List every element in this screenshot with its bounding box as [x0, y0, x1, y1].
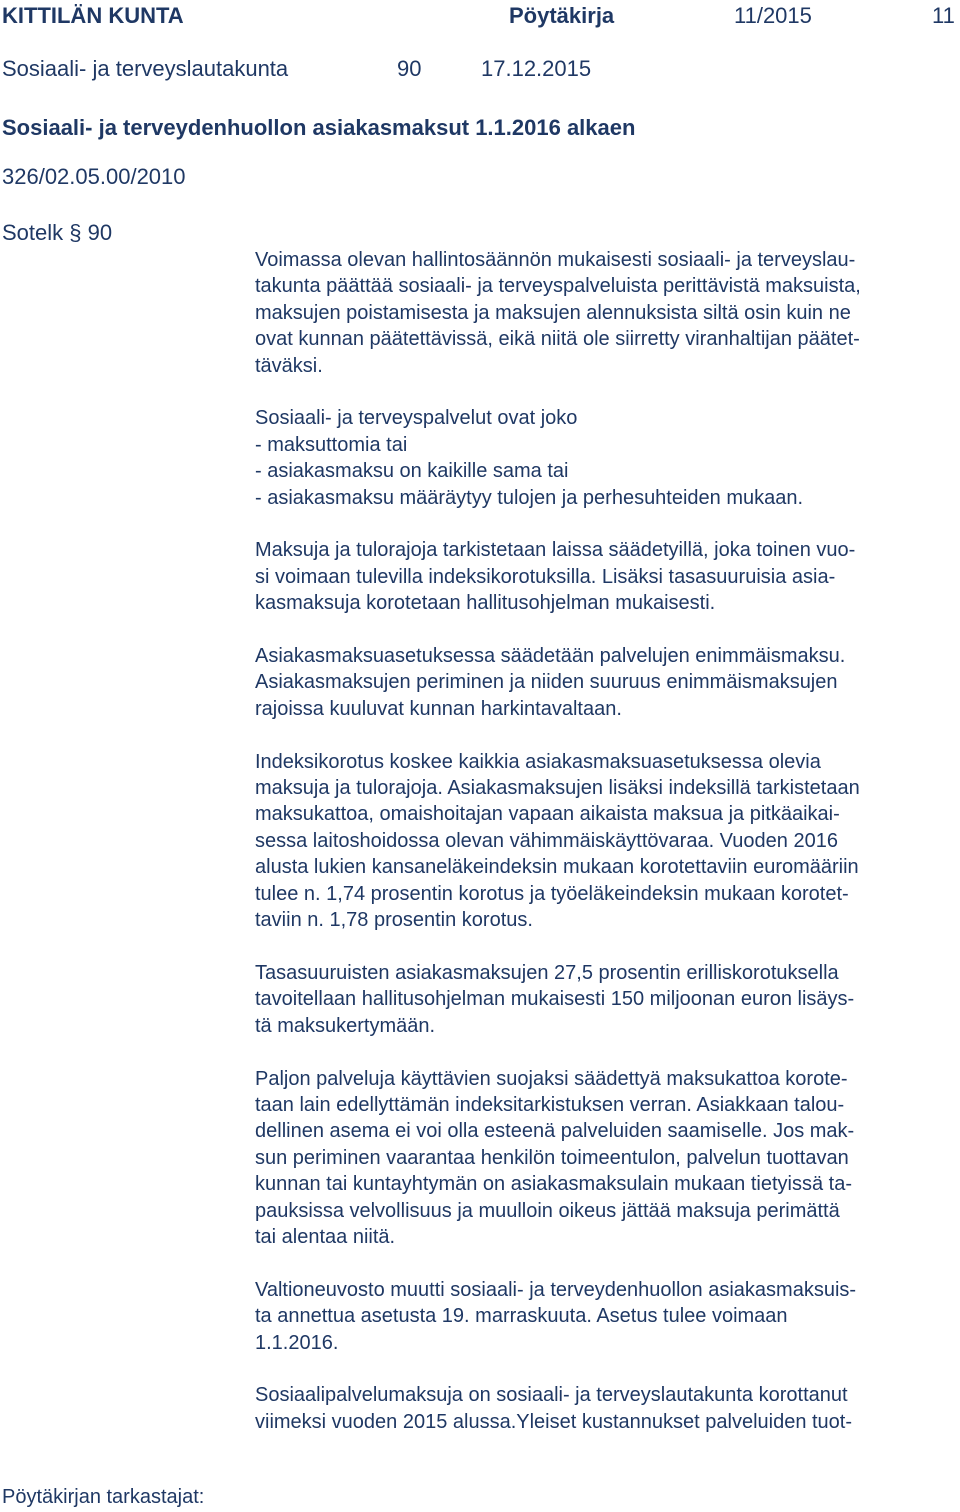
- text-line: sessa laitoshoidossa olevan vähimmäiskäyttövaraa. Vuoden 2016: [255, 829, 838, 852]
- document-type: Pöytäkirja: [509, 3, 615, 28]
- text-line: Paljon palveluja käyttävien suojaksi säädettyä maksukattoa korote-: [255, 1067, 848, 1090]
- text-line: Sosiaalipalvelumaksuja on sosiaali- ja terveyslautakunta korottanut: [255, 1384, 848, 1407]
- text-line: rajoissa kuuluvat kunnan harkintavaltaan.: [255, 697, 622, 720]
- text-line: taviin n. 1,78 prosentin korotus.: [255, 909, 533, 932]
- text-line: Valtioneuvosto muutti sosiaali- ja terveydenhuollon asiakasmaksuis-: [255, 1278, 857, 1301]
- document-number: 11/2015: [734, 3, 812, 28]
- text-line: kunnan tai kuntayhtymän on asiakasmaksulain mukaan tietyissä ta-: [255, 1173, 852, 1196]
- text-line: takunta päättää sosiaali- ja terveyspalveluista perittävistä maksuista,: [255, 275, 861, 298]
- text-line: tulee n. 1,74 prosentin korotus ja työeläkeindeksin mukaan korotet-: [255, 882, 849, 905]
- text-line: alusta lukien kansaneläkeindeksin mukaan korotettaviin euromääriin: [255, 856, 859, 879]
- section-reference: Sotelk § 90: [2, 220, 113, 245]
- text-line: Sosiaali- ja terveyspalvelut ovat joko: [255, 407, 578, 430]
- text-line: Voimassa olevan hallintosäännön mukaisesti sosiaali- ja terveyslau-: [255, 249, 856, 271]
- text-line: Indeksikorotus koskee kaikkia asiakasmaksuasetuksessa olevia: [255, 750, 821, 773]
- paragraph: [255, 247, 955, 379]
- text-line: - asiakasmaksu on kaikille sama tai: [255, 460, 569, 483]
- text-line: ta annettua asetusta 19. marraskuuta. Asetus tulee voimaan: [255, 1305, 788, 1328]
- text-line: kasmaksuja korotetaan hallitusohjelman mukaisesti.: [255, 592, 716, 615]
- body-text: [255, 247, 955, 1462]
- text-line: 1.1.2016.: [255, 1331, 339, 1354]
- text-line: Asiakasmaksuasetuksessa säädetään palvelujen enimmäismaksu.: [255, 645, 846, 668]
- text-line: tavoitellaan hallitusohjelman mukaisesti 150 miljoonan euron lisäys-: [255, 988, 855, 1011]
- text-line: - asiakasmaksu määräytyy tulojen ja perhesuhteiden mukaan.: [255, 486, 804, 509]
- paragraph: [255, 1277, 955, 1356]
- board-name: Sosiaali- ja terveyslautakunta: [2, 56, 289, 81]
- page-title: Sosiaali- ja terveydenhuollon asiakasmaksut 1.1.2016 alkaen: [2, 115, 636, 140]
- diary-number: 326/02.05.00/2010: [2, 164, 186, 189]
- text-line: taan lain edellyttämän indeksitarkistuksen verran. Asiakkaan talou-: [255, 1093, 845, 1116]
- meeting-date: 17.12.2015: [481, 56, 592, 81]
- paragraph: [255, 405, 955, 511]
- text-line: tä maksukertymään.: [255, 1014, 436, 1037]
- page-number: 11: [932, 3, 955, 28]
- text-line: sun periminen vaarantaa henkilön toimeentulon, palvelun tuottavan: [255, 1146, 849, 1169]
- paragraph: [255, 1382, 955, 1435]
- paragraph: [255, 537, 955, 616]
- text-line: si voimaan tulevilla indeksikorotuksilla. Lisäksi tasasuuruisia asia-: [255, 565, 836, 588]
- text-line: - maksuttomia tai: [255, 433, 408, 456]
- text-line: täväksi.: [255, 354, 323, 377]
- text-line: maksuja ja tulorajoja. Asiakasmaksujen lisäksi indeksillä tarkistetaan: [255, 777, 860, 800]
- text-line: Maksuja ja tulorajoja tarkistetaan laissa säädetyillä, joka toinen vuo-: [255, 539, 856, 562]
- paragraph: [255, 1066, 955, 1251]
- footer-label: Pöytäkirjan tarkastajat:: [2, 1486, 205, 1508]
- section-number: 90: [397, 56, 422, 81]
- text-line: tai alentaa niitä.: [255, 1225, 396, 1248]
- text-line: Tasasuuruisten asiakasmaksujen 27,5 prosentin erilliskorotuksella: [255, 961, 839, 984]
- paragraph: [255, 643, 955, 722]
- text-line: viimeksi vuoden 2015 alussa.Yleiset kustannukset palveluiden tuot-: [255, 1410, 853, 1433]
- text-line: maksujen poistamisesta ja maksujen alennuksista siltä osin kuin ne: [255, 301, 851, 324]
- text-line: maksukattoa, omaishoitajan vapaan aikaista maksua ja pitkäaikai-: [255, 803, 840, 826]
- text-line: dellinen asema ei voi olla esteenä palveluiden saamiselle. Jos mak-: [255, 1120, 855, 1143]
- paragraph: [255, 749, 955, 934]
- organization-name: KITTILÄN KUNTA: [2, 3, 184, 28]
- text-line: ovat kunnan päätettävissä, eikä niitä ole siirretty viranhaltijan päätet-: [255, 328, 860, 351]
- paragraph: [255, 960, 955, 1039]
- text-line: pauksissa velvollisuus ja muulloin oikeus jättää maksuja perimättä: [255, 1199, 840, 1222]
- text-line: Asiakasmaksujen periminen ja niiden suuruus enimmäismaksujen: [255, 671, 838, 694]
